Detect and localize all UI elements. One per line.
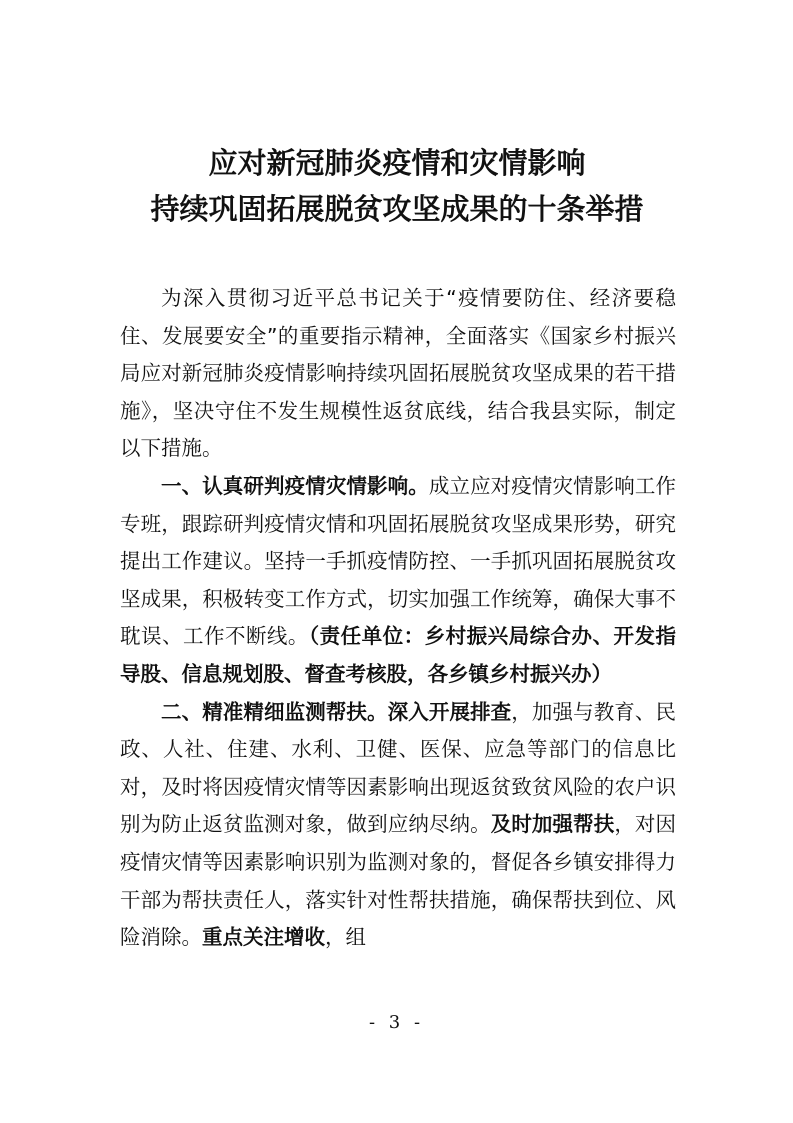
section-2-sub-3-heading: 重点关注增收: [202, 925, 325, 950]
title-line-1: 应对新冠肺炎疫情和灾情影响: [208, 146, 586, 180]
section-2-sub-2-heading: 及时加强帮扶: [490, 812, 615, 837]
section-2-sub-2-text: ，对因疫情灾情等因素影响识别为监测对象的，督促各乡镇安排得力干部为帮扶责任人，落实针对性帮扶措施，确保帮扶到位、风险消除。: [120, 812, 677, 950]
section-2-sub-1-heading: 深入开展排查: [387, 699, 512, 724]
section-1-heading: 一、认真研判疫情灾情影响。: [161, 473, 429, 498]
section-2-sub-3-text: ，组: [325, 925, 366, 950]
title-line-2: 持续巩固拓展脱贫攻坚成果的十条举措: [150, 192, 644, 226]
section-2-sub-1-text: ，加强与教育、民政、人社、住建、水利、卫健、医保、应急等部门的信息比对，及时将因疫情灾情等因素影响出现返贫致贫风险的农户识别为防止返贫监测对象，做到应纳尽纳。: [120, 699, 677, 837]
section-1-paragraph: [120, 468, 676, 694]
section-1-text: 成立应对疫情灾情影响工作专班，跟踪研判疫情灾情和巩固拓展脱贫攻坚成果形势，研究提出工作建议。坚持一手抓疫情防控、一手抓巩固拓展脱贫攻坚成果，积极转变工作方式，切实加强工作统筹，确保大事不耽误、工作不断线。: [120, 473, 677, 649]
intro-paragraph: 为深入贯彻习近平总书记关于“疫情要防住、经济要稳住、发展要安全”的重要指示精神，全面落实《国家乡村振兴局应对新冠肺炎疫情影响持续巩固拓展脱贫攻坚成果的若干措施》，坚决守住不发生规模性返贫底线，结合我县实际，制定以下措施。: [120, 286, 676, 461]
page-number: - 3 -: [368, 1012, 425, 1033]
section-1-responsibility: （责任单位：乡村振兴局综合办、开发指导股、信息规划股、督查考核股，各乡镇乡村振兴办）: [120, 624, 677, 686]
section-2-heading: 二、精准精细监测帮扶。: [161, 699, 388, 724]
document-title: [100, 140, 694, 232]
section-2-paragraph: [120, 694, 676, 957]
document-body: [120, 280, 676, 957]
